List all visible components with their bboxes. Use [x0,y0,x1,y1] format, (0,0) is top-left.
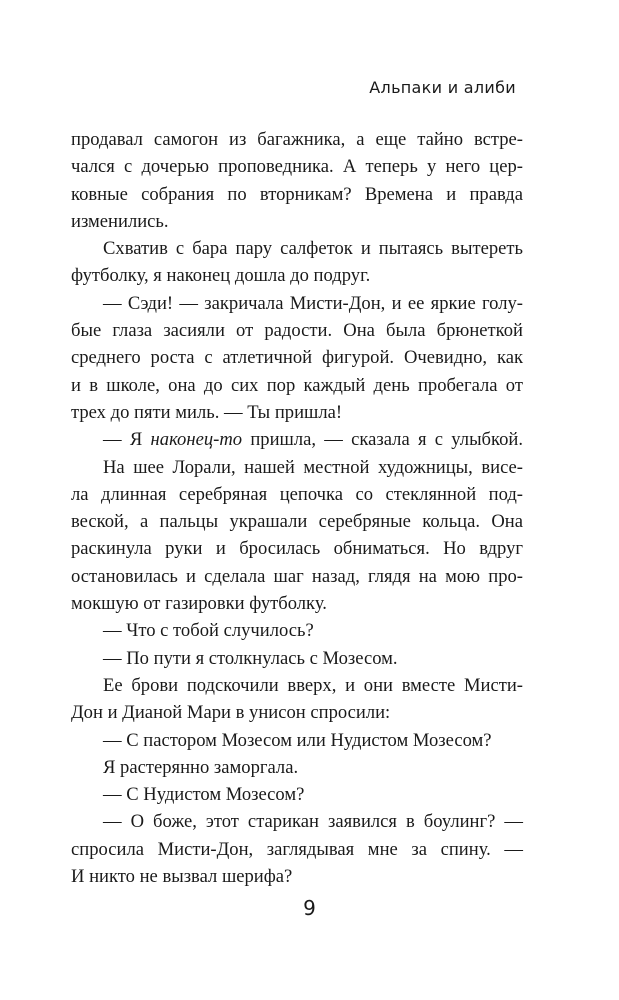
text-line: изменились. [71,210,169,232]
text-line: ковные собрания по вторникам? Времена и правда [71,183,523,205]
text-line: среднего роста с атлетичной фигурой. Очевидно, как [71,347,523,369]
text-line: ла длинная серебряная цепочка со стеклянной под- [71,483,523,505]
text-line: и в школе, она до сих пор каждый день пробегала от [71,374,523,396]
body-text [71,126,523,890]
text-line: — По пути я столкнулась с Мозесом. [103,647,398,669]
text-segment: пришла, — сказала я с улыбкой. [242,429,524,451]
text-line: трех до пяти миль. — Ты пришла! [71,401,343,423]
text-line: остановилась и сделала шаг назад, глядя на мою про- [71,565,523,587]
text-line: Ее брови подскочили вверх, и они вместе Мисти- [103,674,523,696]
text-segment: — Я [103,429,151,451]
italic-text: наконец-то [150,429,243,451]
running-header: Альпаки и алиби [369,78,516,97]
text-line: — Сэди! — закричала Мисти-Дон, и ее яркие голу- [103,292,523,314]
text-line: чался с дочерью проповедника. А теперь у него цер- [71,156,523,178]
text-line: На шее Лорали, нашей местной художницы, висе- [103,456,523,478]
text-line: — С пастором Мозесом или Нудистом Мозесом? [103,729,492,751]
text-line: веской, а пальцы украшали серебряные кольца. Она [71,511,523,533]
text-line: Я растерянно заморгала. [103,756,299,778]
page-number: 9 [303,896,316,920]
text-line: — О боже, этот старикан заявился в боулинг? — [103,811,523,833]
text-line: И никто не вызвал шерифа? [71,866,293,888]
text-line: футболку, я наконец дошла до подруг. [71,265,371,287]
text-line: — Что с тобой случилось? [103,620,314,642]
text-line: Дон и Дианой Мари в унисон спросили: [71,702,391,724]
text-line: — С Нудистом Мозесом? [103,784,305,806]
text-line: бые глаза засияли от радости. Она была брюнеткой [71,320,523,342]
text-line: продавал самогон из багажника, а еще тайно встре- [71,129,523,150]
text-line [71,426,523,453]
text-line: мокшую от газировки футболку. [71,593,327,615]
text-line: спросила Мисти-Дон, заглядывая мне за спину. — [71,838,523,860]
text-line: Схватив с бара пару салфеток и пытаясь вытереть [103,238,523,260]
text-line: раскинула руки и бросилась обниматься. Но вдруг [71,538,523,560]
